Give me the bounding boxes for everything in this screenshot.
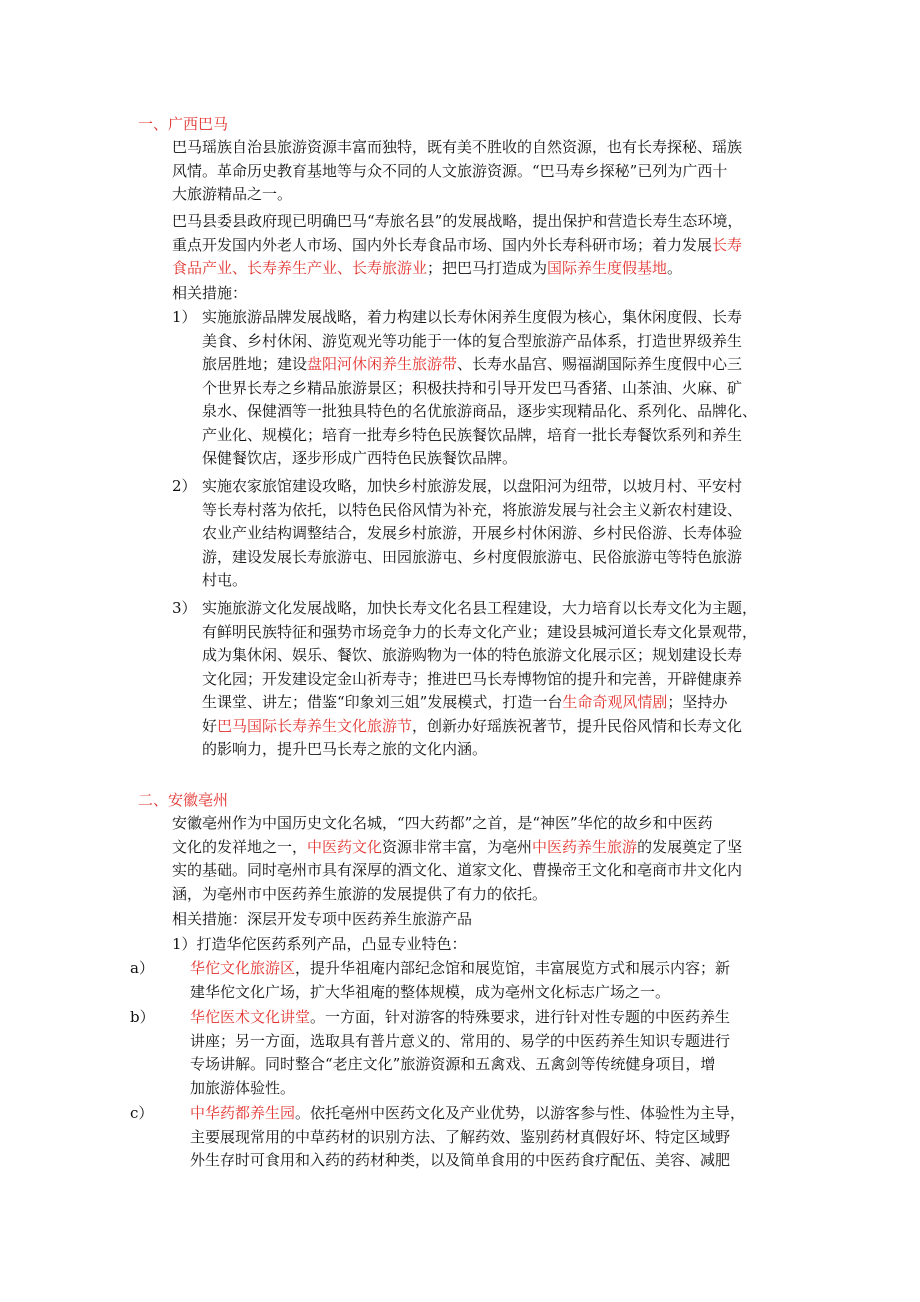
text-run: 主要展现常用的中草药材的识别方法、了解药效、鉴别药材真假好坏、特定区域野 bbox=[190, 1127, 731, 1146]
text-line bbox=[202, 691, 784, 715]
section-2-item-1: 1）打造华佗医药系列产品，凸显专业特色： bbox=[172, 935, 467, 953]
section-2-intro bbox=[172, 812, 784, 906]
text-run: 个世界长寿之乡精品旅游景区；积极扶持和引导开发巴马香猪、山茶油、火麻、矿 bbox=[202, 378, 743, 397]
text-line bbox=[190, 1102, 786, 1126]
text-run: ；把巴马打造成为 bbox=[427, 259, 548, 277]
text-line bbox=[202, 668, 784, 692]
list-marker: b） bbox=[130, 1008, 155, 1026]
text-line bbox=[202, 377, 784, 401]
highlighted-text: 食品产业、长寿养生产业、长寿旅游业 bbox=[172, 259, 428, 277]
text-run: ；坚持办 bbox=[667, 693, 728, 711]
text-run: 实施旅游品牌发展战略，着力构建以长寿休闲养生度假为核心，集休闲度假、长寿 bbox=[202, 308, 743, 326]
section-2-heading: 二、安徽亳州 bbox=[138, 791, 229, 809]
list-item-body bbox=[190, 1102, 786, 1173]
text-run: 的发展奠定了坚 bbox=[637, 837, 743, 856]
highlighted-text: 中医药文化 bbox=[307, 837, 383, 856]
text-line: 风情。革命历史教育基地等与众不同的人文旅游资源。“巴马寿乡探秘”已列为广西十 bbox=[172, 161, 728, 180]
text-run: ，创新办好瑶族祝著节，提升民俗风情和长寿文化 bbox=[412, 716, 743, 735]
text-line bbox=[202, 400, 784, 424]
text-line bbox=[202, 353, 784, 377]
text-line bbox=[172, 836, 784, 860]
text-run: 加旅游体验性。 bbox=[190, 1078, 296, 1097]
text-line bbox=[190, 957, 786, 981]
text-line: 巴马瑶族自治县旅游资源丰富而独特，既有美不胜收的自然资源，也有长寿探秘、瑶族 bbox=[172, 138, 743, 156]
highlighted-text: 巴马国际长寿养生文化旅游节 bbox=[217, 716, 413, 735]
text-run: 巴马县委县政府现已明确巴马“寿旅名县”的发展战略，提出保护和营造长寿生态环境， bbox=[172, 212, 743, 230]
text-line: 大旅游精品之一。 bbox=[172, 185, 293, 203]
text-run: ，提升华祖庵内部纪念馆和展览馆，丰富展览方式和展示内容；新 bbox=[295, 959, 731, 977]
sub-item-b bbox=[130, 1006, 786, 1100]
text-run: 实施旅游文化发展战略，加快长寿文化名县工程建设，大力培育以长寿文化为主题， bbox=[202, 599, 758, 617]
highlighted-text: 长寿 bbox=[712, 235, 743, 254]
text-line bbox=[190, 1149, 786, 1173]
highlighted-text: 生命奇观风情剧 bbox=[562, 693, 668, 711]
text-run: 文化园；开发建设定金山祈寿寺；推进巴马长寿博物馆的提升和完善，开辟健康养 bbox=[202, 669, 743, 688]
text-line bbox=[202, 569, 784, 593]
text-line bbox=[202, 597, 784, 621]
text-line bbox=[202, 447, 784, 471]
list-item-body bbox=[190, 1006, 786, 1100]
text-line bbox=[202, 330, 784, 354]
text-run: 旅居胜地；建设 bbox=[202, 355, 308, 373]
text-line bbox=[190, 1006, 786, 1030]
text-run: 生课堂、讲左；借鉴“印象刘三姐”发展模式，打造一台 bbox=[202, 693, 563, 711]
text-run: 文化的发祥地之一， bbox=[172, 837, 308, 856]
text-run: 有鲜明民族特征和强势市场竞争力的长寿文化产业；建设县城河道长寿文化景观带， bbox=[202, 622, 758, 641]
list-marker: c） bbox=[130, 1104, 154, 1122]
section-1-strategy bbox=[172, 210, 784, 281]
text-run: 安徽亳州作为中国历史文化名城，“四大药都”之首，是“神医”华佗的故乡和中医药 bbox=[172, 814, 713, 832]
text-line bbox=[190, 1030, 786, 1054]
highlighted-text: 华佗文化旅游区 bbox=[190, 959, 296, 977]
highlighted-text: 国际养生度假基地 bbox=[547, 259, 668, 277]
highlighted-text: 盘阳河休闲养生旅游带 bbox=[307, 355, 458, 373]
text-run: 涵，为亳州市中医药养生旅游的发展提供了有力的依托。 bbox=[172, 884, 548, 903]
text-run: 实的基础。同时亳州市具有深厚的酒文化、道家文化、曹操帝王文化和亳商市井文化内 bbox=[172, 861, 743, 879]
list-marker: 3） bbox=[172, 599, 197, 617]
text-run: 实施农家旅馆建设攻略，加快乡村旅游发展，以盘阳河为纽带，以坡月村、平安村 bbox=[202, 477, 743, 495]
text-line bbox=[190, 1077, 786, 1101]
text-run: 重点开发国内外老人市场、国内外长寿食品市场、国内外长寿科研市场；着力发展 bbox=[172, 235, 713, 254]
text-line bbox=[172, 257, 784, 281]
text-run: 的影响力，提升巴马长寿之旅的文化内涵。 bbox=[202, 740, 488, 758]
text-run: 游，建设发展长寿旅游屯、田园旅游屯、乡村度假旅游屯、民俗旅游屯等特色旅游 bbox=[202, 547, 743, 566]
measure-item-1 bbox=[172, 306, 784, 471]
text-line bbox=[190, 1053, 786, 1077]
list-item-body bbox=[190, 957, 786, 1004]
text-run: 成为集休闲、娱乐、餐饮、旅游购物为一体的特色旅游文化展示区；规划建设长寿 bbox=[202, 646, 743, 664]
text-line bbox=[202, 546, 784, 570]
text-line bbox=[172, 883, 784, 907]
measure-item-2 bbox=[172, 475, 784, 593]
highlighted-text: 中华药都养生园 bbox=[190, 1104, 296, 1122]
sub-item-c bbox=[130, 1102, 786, 1173]
text-run: 。一方面，针对游客的特殊要求，进行针对性专题的中医药养生 bbox=[310, 1008, 731, 1026]
text-line bbox=[202, 306, 784, 330]
text-line bbox=[202, 715, 784, 739]
text-run: 讲座；另一方面，选取具有普片意义的、常用的、易学的中医药养生知识专题进行 bbox=[190, 1031, 731, 1050]
text-run: 好 bbox=[202, 716, 218, 735]
text-run: 建华佗文化广场，扩大华祖庵的整体规模，成为亳州文化标志广场之一。 bbox=[190, 982, 671, 1001]
text-run: 泉水、保健酒等一批独具特色的名优旅游商品，逐步实现精品化、系列化、品牌化、 bbox=[202, 402, 758, 420]
section-1-measures-label: 相关措施： bbox=[172, 284, 248, 302]
text-line bbox=[172, 859, 784, 883]
text-line bbox=[202, 475, 784, 499]
text-line bbox=[202, 522, 784, 546]
list-marker: 2） bbox=[172, 477, 197, 495]
text-run: 村屯。 bbox=[202, 571, 248, 589]
section-1-intro bbox=[172, 136, 784, 207]
text-line bbox=[172, 210, 784, 234]
text-run: 等长寿村落为依托，以特色民俗风情为补充，将旅游发展与社会主义新农村建设、 bbox=[202, 500, 743, 519]
text-line bbox=[202, 738, 784, 762]
text-run: 外生存时可食用和入药的药材种类，以及简单食用的中医药食疗配伍、美容、减肥 bbox=[190, 1151, 731, 1169]
text-run: 产业化、规模化；培育一批寿乡特色民族餐饮品牌，培育一批长寿餐饮系列和养生 bbox=[202, 425, 743, 444]
text-line bbox=[202, 644, 784, 668]
text-line bbox=[202, 499, 784, 523]
section-2-measures-label: 相关措施：深层开发专项中医药养生旅游产品 bbox=[172, 910, 473, 928]
text-run: 资源非常丰富，为亳州 bbox=[382, 837, 533, 856]
measure-item-3 bbox=[172, 597, 784, 762]
text-run: 美食、乡村休闲、游览观光等功能于一体的复合型旅游产品体系，打造世界级养生 bbox=[202, 331, 743, 350]
text-line bbox=[202, 621, 784, 645]
text-run: 、长寿水晶宫、赐福湖国际养生度假中心三 bbox=[457, 355, 743, 373]
text-run: 。依托亳州中医药文化及产业优势，以游客参与性、体验性为主导， bbox=[295, 1104, 746, 1122]
text-run: 专场讲解。同时整合“老庄文化”旅游资源和五禽戏、五禽剑等传统健身项目，增 bbox=[190, 1055, 716, 1073]
list-marker: a） bbox=[130, 959, 154, 977]
highlighted-text: 中医药养生旅游 bbox=[532, 837, 638, 856]
sub-item-a bbox=[130, 957, 786, 1004]
list-item-body bbox=[202, 306, 784, 471]
text-run: 保健餐饮店，逐步形成广西特色民族餐饮品牌。 bbox=[202, 449, 518, 467]
highlighted-text: 华佗医术文化讲堂 bbox=[190, 1008, 311, 1026]
text-line bbox=[190, 1126, 786, 1150]
text-line bbox=[172, 812, 784, 836]
section-1-heading: 一、广西巴马 bbox=[138, 115, 229, 133]
text-run: 。 bbox=[667, 259, 683, 277]
text-line bbox=[172, 234, 784, 258]
text-line bbox=[202, 424, 784, 448]
list-item-body bbox=[202, 597, 784, 762]
list-marker: 1） bbox=[172, 308, 197, 326]
list-item-body bbox=[202, 475, 784, 593]
text-run: 农业产业结构调整结合，发展乡村旅游，开展乡村休闲游、乡村民俗游、长寿体验 bbox=[202, 524, 743, 542]
text-line bbox=[190, 981, 786, 1005]
